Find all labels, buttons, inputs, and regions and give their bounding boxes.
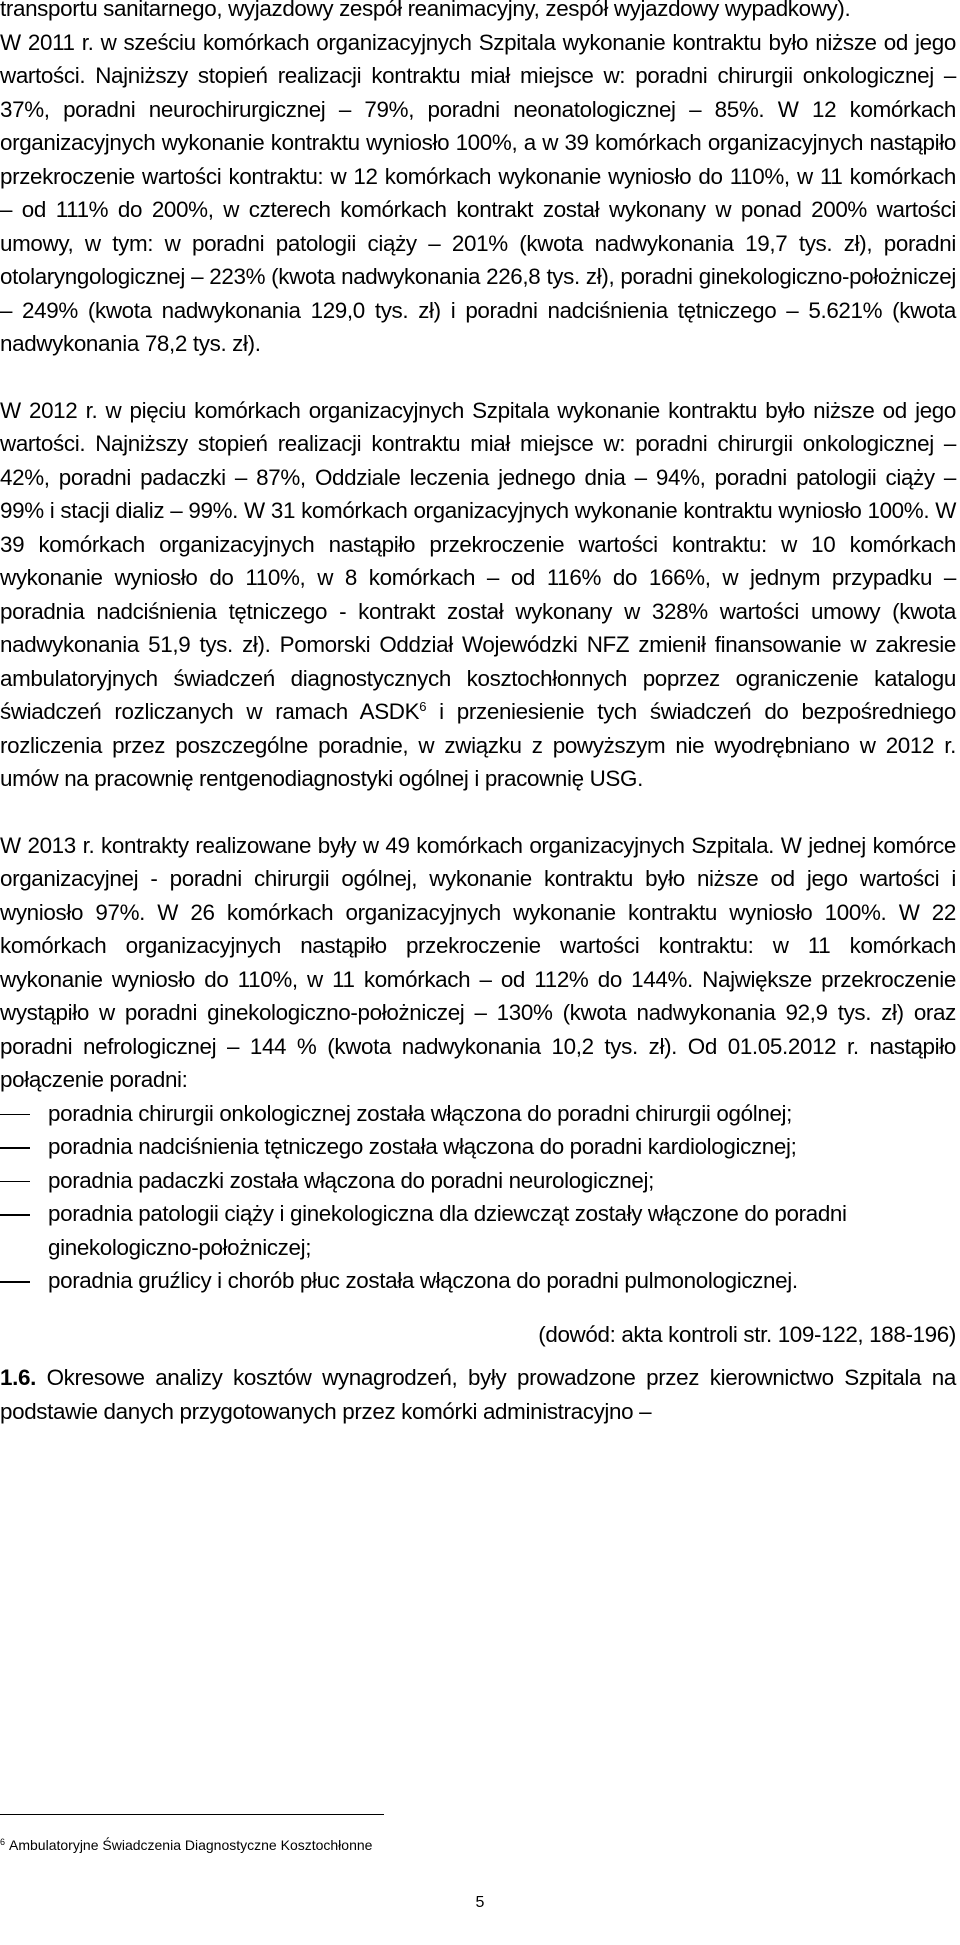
paragraph-2012-text-a: W 2012 r. w pięciu komórkach organizacyjnych Szpitala wykonanie kontraktu było niższe od jego wartości. Najniższy stopień realizacji kontraktu miał miejsce w: poradni chirurgii onkologicznej – 42%, poradni padaczki – 87%, Oddziale leczenia jednego dnia – 94%, poradni patologii ciąży – 99% i stacji dializ – 99%. W 31 komórkach organizacyjnych wykonanie kontraktu wyniosło 100%. W 39 komórkach organizacyjnych nastąpiło przekroczenie wartości kontraktu: w 10 komórkach wykonanie wyniosło do 110%, w 8 komórkach – od 116% do 166%, w jednym przypadku – poradnia nadciśnienia tętniczego - kontrakt został wykonany w 328% wartości umowy (kwota nadwykonania 51,9 tys. zł). Pomorski Oddział Wojewódzki NFZ zmienił finansowanie w zakresie ambulatoryjnych świadczeń diagnostycznych kosztochłonnych poprzez ograniczenie katalogu świadczeń rozliczanych w ramach ASDK	[0, 397, 956, 724]
section-number: 1.6.	[0, 1365, 36, 1390]
list-item-text: poradnia padaczki została włączona do poradni neurologicznej;	[48, 1167, 654, 1193]
list-item	[0, 1164, 956, 1198]
footnote-reference: 6	[419, 699, 427, 714]
paragraph-spacer	[0, 361, 956, 394]
paragraph-2013: W 2013 r. kontrakty realizowane były w 49 komórkach organizacyjnych Szpitala. W jednej komórce organizacyjnej - poradni chirurgii ogólnej, wykonanie kontraktu było niższe od jego wartości i wyniosło 97%. W 26 komórkach organizacyjnych wykonanie kontraktu wyniosło 100%. W 22 komórkach organizacyjnych nastąpiło przekroczenie wartości kontraktu: w 11 komórkach wykonanie wyniosło do 110%, w 11 komórkach – od 112% do 144%. Największe przekroczenie wystąpiło w poradni ginekologiczno-położniczej – 130% (kwota nadwykonania 92,9 tys. zł) oraz poradni nefrologicznej – 144 % (kwota nadwykonania 10,2 tys. zł). Od 01.05.2012 r. nastąpiło połączenie poradni:	[0, 832, 956, 1092]
footnote	[0, 1833, 372, 1854]
section-1-6	[0, 1361, 956, 1428]
dash-bullet-icon	[0, 1181, 30, 1183]
paragraph-2012-text-b: i przeniesienie tych świadczeń do bezpośredniego rozliczenia przez poszczególne poradnie, w związku z powyższym nie wyodrębniano w 2012 r. umów na pracownię rentgenodiagnostyki ogólnej i pracownię USG.	[0, 699, 956, 791]
footnote-mark: 6	[0, 1837, 6, 1847]
evidence-citation: (dowód: akta kontroli str. 109-122, 188-196)	[538, 1321, 956, 1347]
list-item	[0, 1197, 956, 1264]
list-item-text: poradnia patologii ciąży i ginekologiczna dla dziewcząt zostały włączone do poradni ginekologiczno-położniczej;	[48, 1201, 847, 1260]
merge-list	[0, 1097, 956, 1298]
footnote-divider	[0, 1814, 384, 1815]
list-item	[0, 1097, 956, 1131]
section-text: Okresowe analizy kosztów wynagrodzeń, były prowadzone przez kierownictwo Szpitala na podstawie danych przygotowanych przez komórki administracyjno –	[0, 1365, 956, 1424]
dash-bullet-icon	[0, 1114, 30, 1116]
dash-bullet-icon	[0, 1281, 30, 1283]
paragraph-2012	[0, 394, 956, 796]
list-item	[0, 1264, 956, 1298]
paragraph-spacer	[0, 796, 956, 829]
list-item-text: poradnia nadciśnienia tętniczego została włączona do poradni kardiologicznej;	[48, 1134, 797, 1159]
paragraph-continuation: transportu sanitarnego, wyjazdowy zespół reanimacyjny, zespół wyjazdowy wypadkowy).	[0, 0, 851, 21]
list-item-text: poradnia gruźlicy i chorób płuc została włączona do poradni pulmonologicznej.	[48, 1268, 798, 1293]
list-item	[0, 1130, 956, 1164]
dash-bullet-icon	[0, 1147, 30, 1149]
dash-bullet-icon	[0, 1214, 30, 1216]
paragraph-2011: W 2011 r. w sześciu komórkach organizacyjnych Szpitala wykonanie kontraktu było niższe od jego wartości. Najniższy stopień realizacji kontraktu miał miejsce w: poradni chirurgii onkologicznej – 37%, poradni neurochirurgicznej – 79%, poradni neonatologicznej – 85%. W 12 komórkach organizacyjnych wykonanie kontraktu wyniosło 100%, a w 39 komórkach organizacyjnych nastąpiło przekroczenie wartości kontraktu: w 12 komórkach wykonanie wyniosło do 110%, w 11 komórkach – od 111% do 200%, w czterech komórkach kontrakt został wykonany w ponad 200% wartości umowy, w tym: w poradni patologii ciąży – 201% (kwota nadwykonania 19,7 tys. zł), poradni otolaryngologicznej – 223% (kwota nadwykonania 226,8 tys. zł), poradni ginekologiczno-położniczej – 249% (kwota nadwykonania 129,0 tys. zł) i poradni nadciśnienia tętniczego – 5.621% (kwota nadwykonania 78,2 tys. zł).	[0, 29, 956, 356]
list-item-text: poradnia chirurgii onkologicznej została włączona do poradni chirurgii ogólnej;	[48, 1100, 793, 1126]
footnote-text: Ambulatoryjne Świadczenia Diagnostyczne Kosztochłonne	[9, 1837, 373, 1853]
page-number: 5	[475, 1894, 485, 1911]
